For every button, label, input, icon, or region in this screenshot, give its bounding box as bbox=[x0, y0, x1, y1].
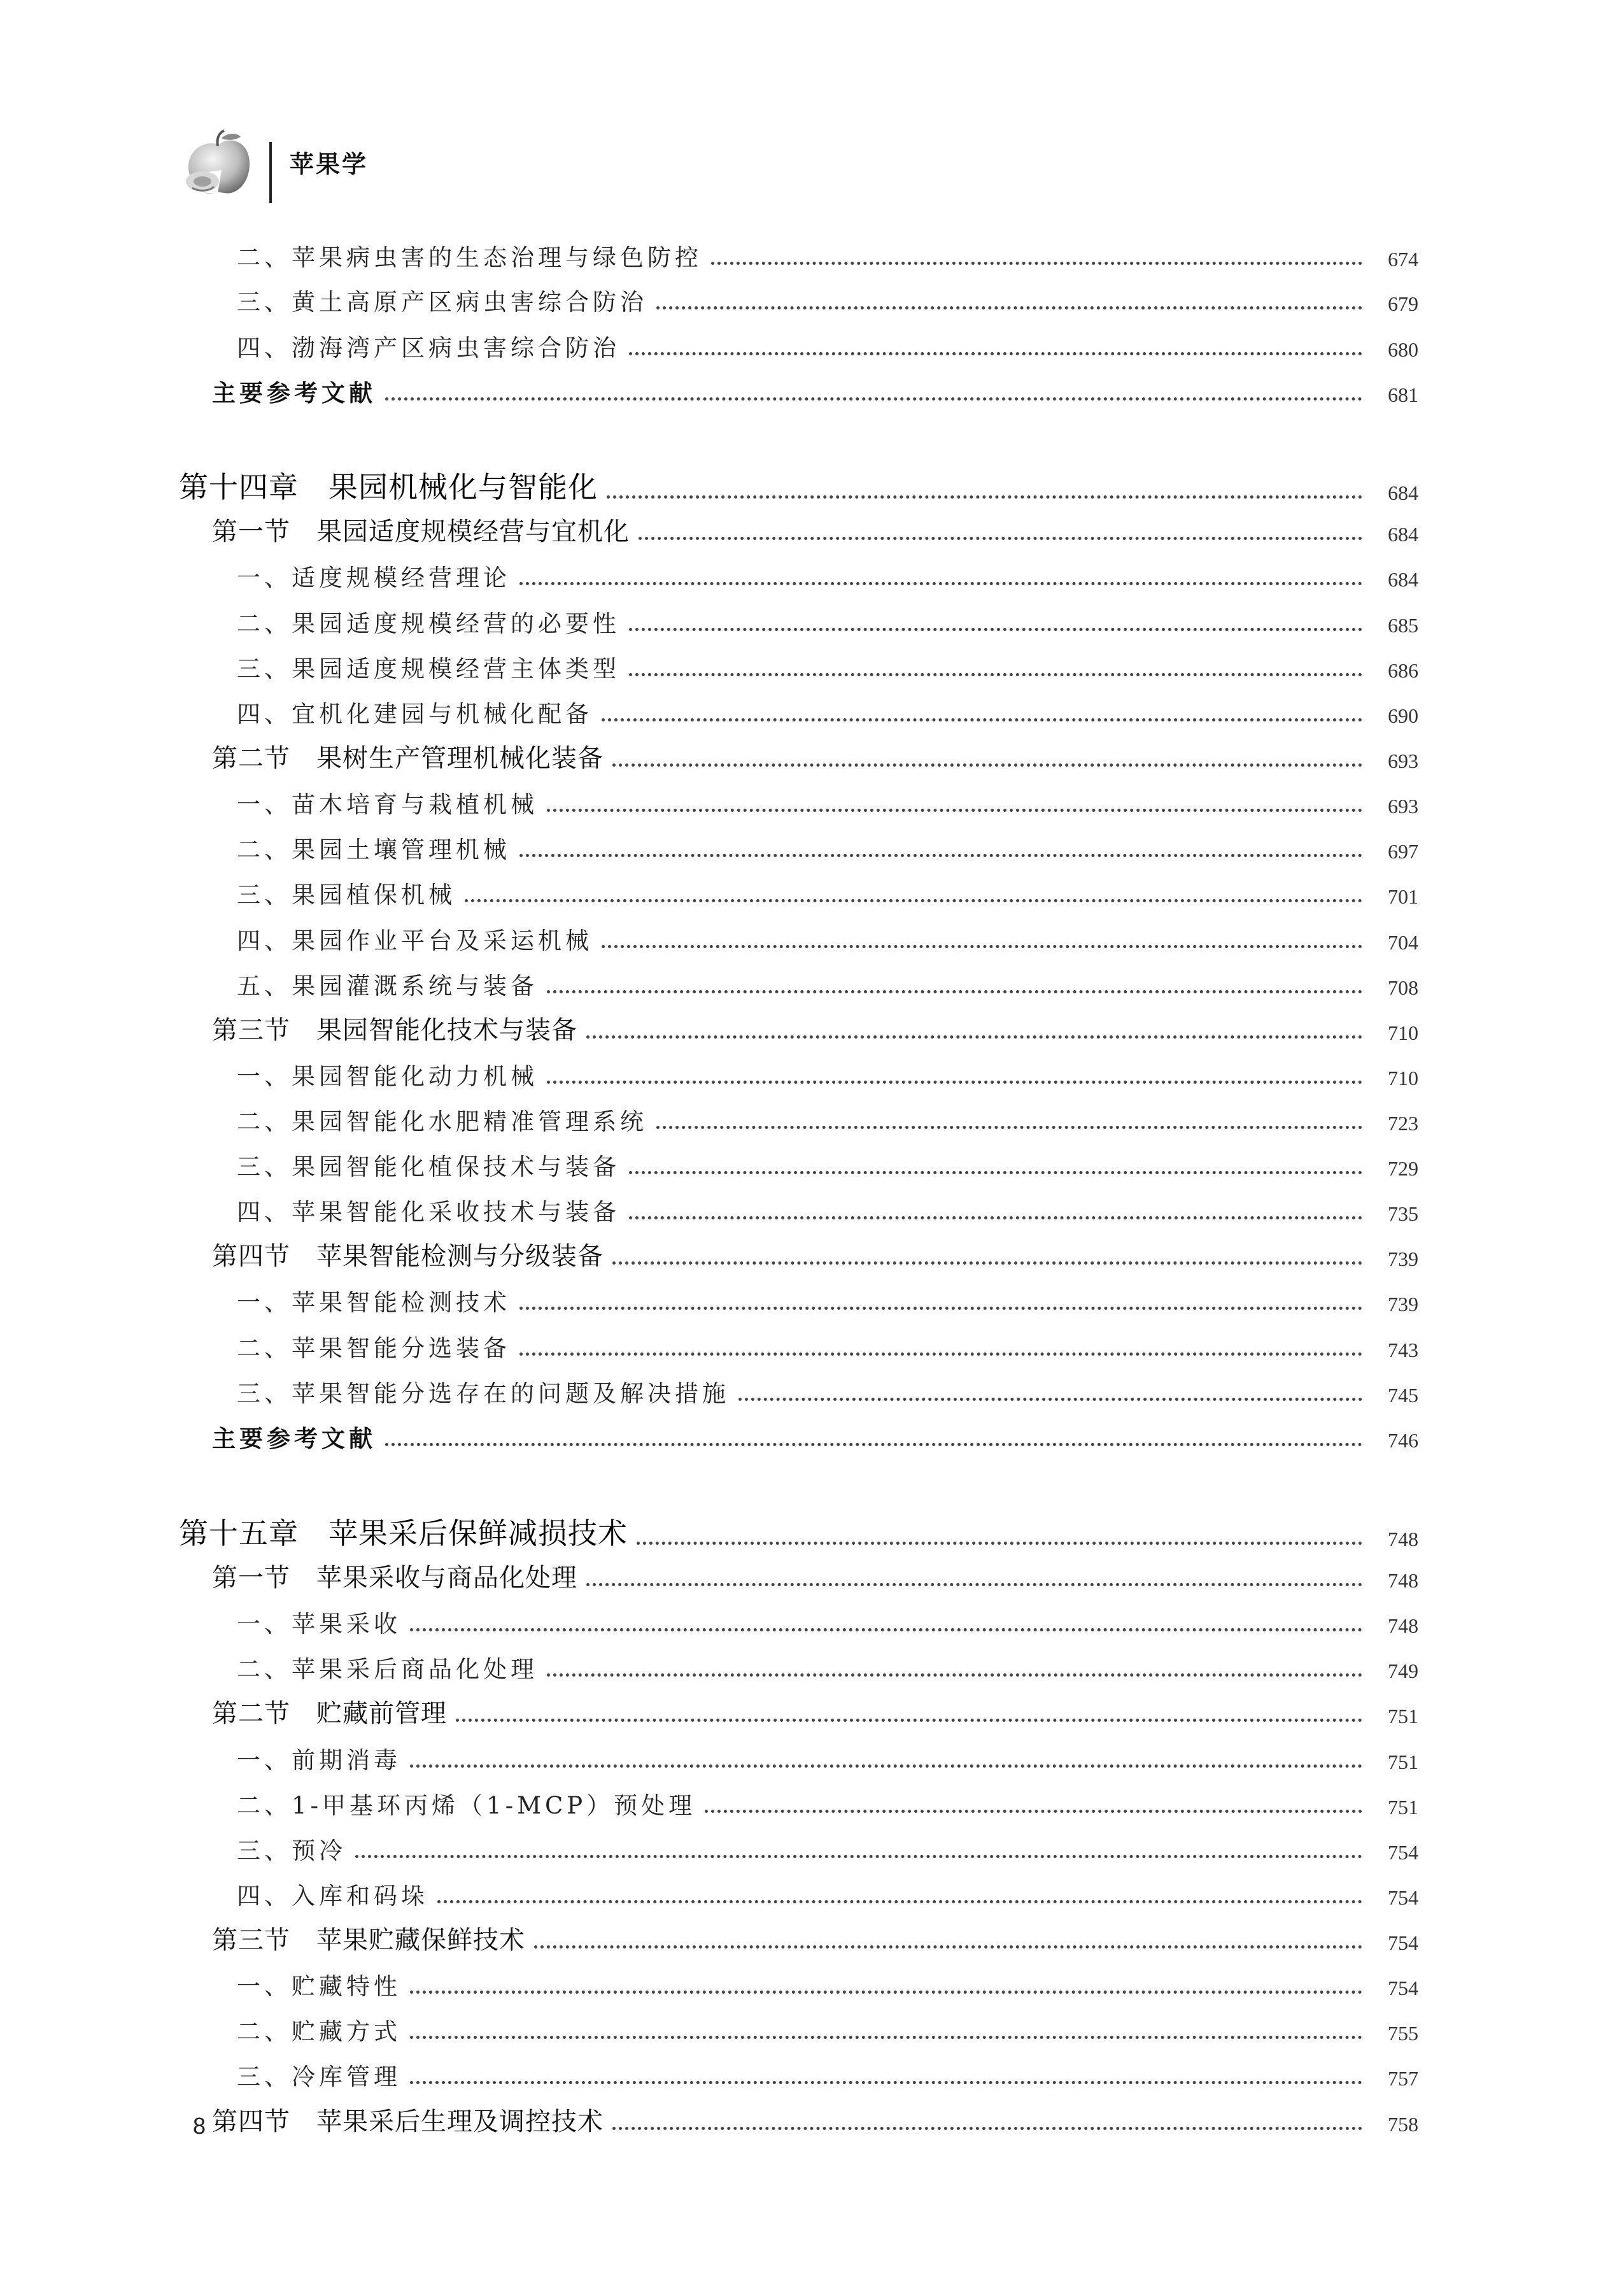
toc-item[interactable] bbox=[237, 691, 1418, 729]
toc-entry-title: 三、果园适度规模经营主体类型 bbox=[237, 655, 620, 683]
toc-entry-page: 743 bbox=[1388, 1338, 1418, 1361]
dot-leader bbox=[355, 1854, 1362, 1858]
dot-leader bbox=[629, 1170, 1362, 1174]
dot-leader bbox=[465, 898, 1362, 902]
dot-leader bbox=[629, 672, 1362, 676]
toc-entry-title: 第十四章 果园机械化与智能化 bbox=[179, 470, 598, 504]
dot-leader bbox=[738, 1397, 1362, 1401]
toc-entry-page: 758 bbox=[1388, 2113, 1418, 2136]
toc-entry-page: 723 bbox=[1388, 1112, 1418, 1135]
toc-entry-page: 754 bbox=[1388, 1931, 1418, 1954]
dot-leader bbox=[410, 1628, 1362, 1631]
toc-item[interactable] bbox=[237, 1189, 1418, 1227]
toc-entry-title: 四、苹果智能化采收技术与装备 bbox=[237, 1198, 620, 1226]
toc-item[interactable] bbox=[237, 781, 1418, 820]
toc-item[interactable] bbox=[237, 2008, 1418, 2047]
toc-entry-title: 五、果园灌溉系统与装备 bbox=[237, 972, 538, 1000]
toc-entry-page: 690 bbox=[1388, 704, 1418, 727]
toc-entry-title: 第三节 苹果贮藏保鲜技术 bbox=[212, 1926, 525, 1955]
dot-leader bbox=[586, 1035, 1362, 1039]
toc-entry-page: 745 bbox=[1388, 1384, 1418, 1407]
toc-section[interactable] bbox=[212, 2099, 1418, 2138]
toc-entry-page: 746 bbox=[1388, 1429, 1418, 1452]
toc-entry-title: 二、贮藏方式 bbox=[237, 2018, 401, 2045]
toc-entry-page: 693 bbox=[1388, 795, 1418, 818]
toc-entry-title: 三、果园植保机械 bbox=[237, 881, 456, 909]
toc-section[interactable] bbox=[212, 1691, 1418, 1729]
toc-entry-page: 751 bbox=[1388, 1705, 1418, 1728]
toc-chapter[interactable] bbox=[179, 468, 1418, 506]
book-title: 苹果学 bbox=[290, 150, 369, 178]
toc-entry-page: 748 bbox=[1388, 1569, 1418, 1592]
dot-leader bbox=[385, 1442, 1362, 1446]
dot-leader bbox=[410, 1990, 1362, 1994]
toc-entry-page: 693 bbox=[1388, 749, 1418, 772]
toc-entry-page: 749 bbox=[1388, 1659, 1418, 1682]
dot-leader bbox=[586, 1582, 1362, 1586]
toc-item[interactable] bbox=[237, 1325, 1418, 1363]
dot-leader bbox=[547, 1673, 1362, 1677]
dot-leader bbox=[629, 1216, 1362, 1219]
header-divider bbox=[269, 142, 272, 203]
toc-entry-page: 751 bbox=[1388, 1796, 1418, 1819]
toc-item[interactable] bbox=[237, 279, 1418, 317]
toc-item[interactable] bbox=[237, 1737, 1418, 1775]
dot-leader bbox=[612, 763, 1362, 767]
toc-entry-title: 三、预冷 bbox=[237, 1837, 346, 1864]
dot-leader bbox=[437, 1899, 1362, 1903]
toc-entry-title: 三、苹果智能分选存在的问题及解决措施 bbox=[237, 1380, 730, 1407]
dot-leader bbox=[519, 1306, 1362, 1310]
toc-entry-page: 735 bbox=[1388, 1202, 1418, 1225]
dot-leader bbox=[547, 808, 1362, 812]
toc-entry-title: 二、1-甲基环丙烯（1-MCP）预处理 bbox=[237, 1792, 696, 1819]
toc-entry-page: 679 bbox=[1388, 292, 1418, 315]
toc-entry-title: 一、苹果智能检测技术 bbox=[237, 1289, 511, 1316]
dot-leader bbox=[519, 581, 1362, 585]
toc-entry-page: 684 bbox=[1388, 481, 1418, 504]
toc-entry-title: 第四节 苹果采后生理及调控技术 bbox=[212, 2107, 604, 2136]
dot-leader bbox=[639, 536, 1362, 540]
dot-leader bbox=[656, 306, 1362, 309]
toc-entry-page: 748 bbox=[1388, 1614, 1418, 1637]
toc-entry-page: 697 bbox=[1388, 840, 1418, 863]
dot-leader bbox=[519, 1352, 1362, 1356]
dot-leader bbox=[410, 2080, 1362, 2084]
dot-leader bbox=[547, 990, 1362, 993]
toc-item[interactable] bbox=[237, 325, 1418, 363]
toc-item[interactable] bbox=[237, 234, 1418, 273]
toc-entry-title: 一、前期消毒 bbox=[237, 1747, 401, 1774]
toc-entry-title: 四、果园作业平台及采运机械 bbox=[237, 927, 593, 955]
toc-entry-title: 三、黄土高原产区病虫害综合防治 bbox=[237, 288, 647, 316]
dot-leader bbox=[607, 495, 1362, 499]
toc-entry-title: 四、宜机化建园与机械化配备 bbox=[237, 700, 593, 728]
toc-item[interactable] bbox=[237, 1144, 1418, 1182]
toc-entry-title: 一、贮藏特性 bbox=[237, 1973, 401, 2000]
toc-entry-title: 四、入库和码垛 bbox=[237, 1882, 428, 1910]
toc-entry-page: 684 bbox=[1388, 523, 1418, 546]
dot-leader bbox=[385, 397, 1362, 401]
toc-entry-page: 748 bbox=[1388, 1528, 1418, 1551]
toc-entry-page: 674 bbox=[1388, 248, 1418, 271]
page-number: 8 bbox=[193, 2113, 206, 2139]
toc-entry-title: 第二节 果树生产管理机械化装备 bbox=[212, 744, 604, 773]
dot-leader bbox=[519, 853, 1362, 857]
toc-entry-title: 三、冷库管理 bbox=[237, 2063, 401, 2091]
toc-entry-title: 主要参考文献 bbox=[212, 1424, 376, 1452]
toc-item[interactable] bbox=[237, 600, 1418, 639]
toc-entry-page: 710 bbox=[1388, 1067, 1418, 1090]
dot-leader bbox=[456, 1718, 1362, 1722]
toc-entry-page: 754 bbox=[1388, 1886, 1418, 1909]
running-header bbox=[172, 124, 382, 207]
toc-section[interactable] bbox=[212, 1556, 1418, 1594]
toc-entry-title: 第四节 苹果智能检测与分级装备 bbox=[212, 1242, 604, 1271]
toc-entry-page: 755 bbox=[1388, 2022, 1418, 2045]
toc-item[interactable] bbox=[237, 1370, 1418, 1409]
dot-leader bbox=[410, 2035, 1362, 2039]
toc-entry-title: 三、果园智能化植保技术与装备 bbox=[237, 1153, 620, 1181]
toc-section[interactable] bbox=[212, 1008, 1418, 1046]
toc-item[interactable] bbox=[237, 1782, 1418, 1821]
toc-entry-page: 754 bbox=[1388, 1841, 1418, 1864]
dot-leader bbox=[711, 261, 1362, 265]
toc-item[interactable] bbox=[237, 918, 1418, 956]
dot-leader bbox=[602, 944, 1362, 948]
toc-entry-page: 680 bbox=[1388, 338, 1418, 361]
toc-entry-title: 一、果园智能化动力机械 bbox=[237, 1063, 538, 1090]
toc-entry-title: 第二节 贮藏前管理 bbox=[212, 1699, 447, 1728]
toc-entry-title: 四、渤海湾产区病虫害综合防治 bbox=[237, 334, 620, 362]
toc-entry-title: 二、苹果采后商品化处理 bbox=[237, 1656, 538, 1683]
toc-entry-page: 757 bbox=[1388, 2067, 1418, 2090]
toc-entry-page: 681 bbox=[1388, 383, 1418, 406]
dot-leader bbox=[534, 1945, 1362, 1949]
toc-entry-page: 754 bbox=[1388, 1977, 1418, 1999]
toc-item[interactable] bbox=[237, 827, 1418, 865]
toc-item[interactable] bbox=[237, 872, 1418, 910]
toc-references[interactable] bbox=[212, 370, 1418, 408]
toc-entry-page: 739 bbox=[1388, 1293, 1418, 1316]
dot-leader bbox=[410, 1764, 1362, 1768]
toc-item[interactable] bbox=[237, 1646, 1418, 1684]
toc-entry-title: 二、果园土壤管理机械 bbox=[237, 836, 511, 863]
dot-leader bbox=[612, 1261, 1362, 1265]
toc-entry-title: 二、果园智能化水肥精准管理系统 bbox=[237, 1108, 647, 1135]
dot-leader bbox=[656, 1125, 1362, 1129]
toc-entry-page: 729 bbox=[1388, 1157, 1418, 1180]
toc-entry-title: 二、果园适度规模经营的必要性 bbox=[237, 610, 620, 637]
toc-section[interactable] bbox=[212, 736, 1418, 774]
toc-entry-title: 第一节 果园适度规模经营与宜机化 bbox=[212, 517, 630, 546]
toc-item[interactable] bbox=[237, 555, 1418, 593]
dot-leader bbox=[547, 1080, 1362, 1084]
dot-leader bbox=[637, 1541, 1362, 1545]
toc-entry-page: 751 bbox=[1388, 1750, 1418, 1773]
toc-item[interactable] bbox=[237, 1873, 1418, 1911]
toc-section[interactable] bbox=[212, 1234, 1418, 1272]
toc-item[interactable] bbox=[237, 1098, 1418, 1137]
toc-entry-page: 710 bbox=[1388, 1021, 1418, 1044]
toc-item[interactable] bbox=[237, 1053, 1418, 1091]
toc-item[interactable] bbox=[237, 646, 1418, 684]
toc-entry-title: 一、适度规模经营理论 bbox=[237, 564, 511, 592]
toc-item[interactable] bbox=[237, 1963, 1418, 2001]
toc-entry-title: 二、苹果病虫害的生态治理与绿色防控 bbox=[237, 244, 702, 271]
toc-item[interactable] bbox=[237, 1601, 1418, 1639]
toc-item[interactable] bbox=[237, 963, 1418, 1001]
toc-section[interactable] bbox=[212, 1918, 1418, 1956]
toc-item[interactable] bbox=[237, 2054, 1418, 2092]
toc-entry-title: 第十五章 苹果采后保鲜减损技术 bbox=[179, 1516, 628, 1551]
toc-entry-page: 685 bbox=[1388, 614, 1418, 637]
dot-leader bbox=[602, 718, 1362, 721]
toc-entry-page: 686 bbox=[1388, 659, 1418, 682]
apple-logo-icon bbox=[181, 129, 254, 199]
toc-entry-title: 一、苹果采收 bbox=[237, 1610, 401, 1638]
toc-entry-page: 701 bbox=[1388, 885, 1418, 908]
toc-chapter[interactable] bbox=[179, 1514, 1418, 1552]
dot-leader bbox=[612, 2126, 1362, 2130]
dot-leader bbox=[629, 627, 1362, 631]
toc-references[interactable] bbox=[212, 1416, 1418, 1454]
toc-entry-title: 第一节 苹果采收与商品化处理 bbox=[212, 1563, 577, 1593]
toc-item[interactable] bbox=[237, 1828, 1418, 1866]
toc-entry-page: 704 bbox=[1388, 931, 1418, 954]
toc-entry-page: 708 bbox=[1388, 976, 1418, 999]
toc-item[interactable] bbox=[237, 1279, 1418, 1317]
dot-leader bbox=[705, 1809, 1362, 1813]
toc-entry-page: 739 bbox=[1388, 1247, 1418, 1270]
toc-entry-title: 主要参考文献 bbox=[212, 379, 376, 407]
dot-leader bbox=[629, 351, 1362, 355]
toc-entry-page: 684 bbox=[1388, 568, 1418, 591]
toc-section[interactable] bbox=[212, 509, 1418, 548]
toc-entry-title: 一、苗木培育与栽植机械 bbox=[237, 791, 538, 818]
toc-entry-title: 二、苹果智能分选装备 bbox=[237, 1335, 511, 1362]
toc-entry-title: 第三节 果园智能化技术与装备 bbox=[212, 1016, 577, 1045]
